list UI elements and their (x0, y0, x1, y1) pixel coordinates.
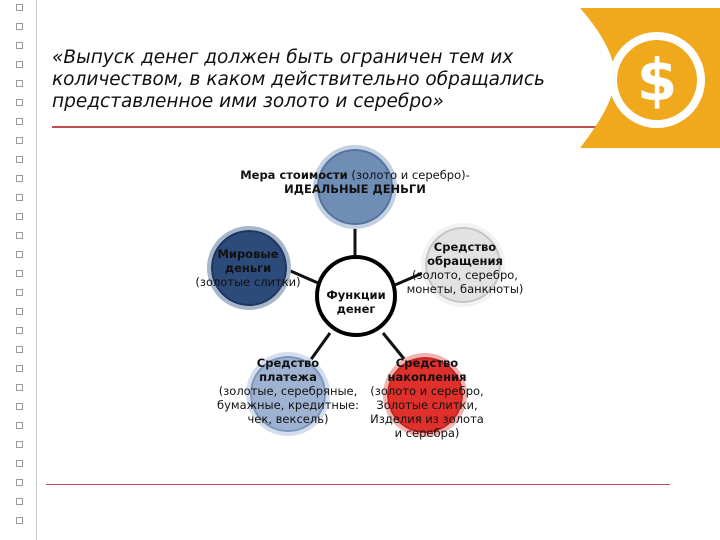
bottom-right-note-line: (золото и серебро, (370, 384, 484, 398)
quote-line: количеством, в каком действительно обращались (52, 69, 545, 90)
bottom-right-note-line: Золотые слитки, (376, 398, 478, 412)
bottom-left-note-line: бумажные, кредитные: (217, 398, 359, 412)
bottom-right-note-line: Изделия из золота (370, 412, 484, 426)
bottom-right-title-line: накопления (387, 370, 467, 384)
quote-line: «Выпуск денег должен быть ограничен тем их (52, 47, 514, 68)
bottom-left-note-line: чек, вексель) (247, 412, 329, 426)
center-title-line: денег (336, 302, 376, 316)
bottom-right-note-line: и серебра) (394, 426, 460, 440)
right-title-line: обращения (427, 254, 503, 268)
center-title-line: Функции (326, 288, 386, 302)
quote-line: представленное ими золото и серебро» (52, 91, 444, 112)
right-note-line: (золото, серебро, (412, 268, 518, 282)
left-note: (золотые слитки) (195, 275, 301, 289)
top-subtitle: ИДЕАЛЬНЫЕ ДЕНЬГИ (284, 182, 426, 196)
top-note: (золото и серебро)- (347, 168, 470, 182)
right-note-line: монеты, банкноты) (406, 282, 524, 296)
left-title-line: деньги (224, 261, 272, 275)
node-label-left (183, 247, 313, 289)
footer-divider (46, 484, 670, 485)
bottom-left-note-line: (золотые, серебряные, (218, 384, 358, 398)
top-title: Мера стоимости (240, 168, 348, 182)
svg-text:$: $ (636, 46, 678, 114)
bottom-left-title-line: Средство (256, 356, 320, 370)
node-label-center (316, 288, 396, 316)
node-label-top (205, 168, 505, 196)
bottom-left-title-line: платежа (259, 370, 317, 384)
node-label-bottom-right (362, 356, 492, 440)
left-title-line: Мировые (217, 247, 279, 261)
right-title-line: Средство (433, 240, 497, 254)
bottom-right-title-line: Средство (395, 356, 459, 370)
node-label-right (400, 240, 530, 296)
node-label-bottom-left (208, 356, 368, 426)
